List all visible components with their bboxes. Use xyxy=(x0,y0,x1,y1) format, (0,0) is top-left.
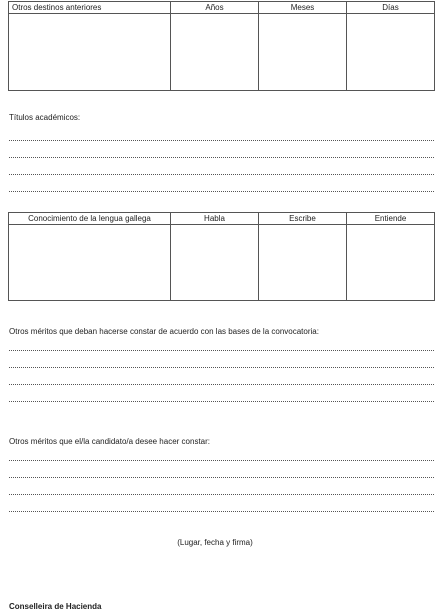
cell-understands[interactable] xyxy=(347,225,435,301)
academic-line-1[interactable] xyxy=(9,140,434,141)
cell-months[interactable] xyxy=(259,14,347,91)
academic-line-4[interactable] xyxy=(9,191,434,192)
previous-destinations-table xyxy=(8,1,435,91)
academic-titles-label: Títulos académicos: xyxy=(9,113,81,122)
merits-bases-line-4[interactable] xyxy=(9,401,434,402)
header-days: Días xyxy=(347,2,435,14)
header-speaks: Habla xyxy=(171,213,259,225)
merits-candidate-label: Otros méritos que el/la candidato/a desee hacer constar: xyxy=(9,437,210,446)
header-years: Años xyxy=(171,2,259,14)
table-row xyxy=(9,14,435,91)
merits-bases-line-1[interactable] xyxy=(9,350,434,351)
header-months: Meses xyxy=(259,2,347,14)
galician-language-table xyxy=(8,212,435,301)
academic-line-3[interactable] xyxy=(9,174,434,175)
header-galician-knowledge: Conocimiento de la lengua gallega xyxy=(9,213,171,225)
header-understands: Entiende xyxy=(347,213,435,225)
cell-previous-destinations[interactable] xyxy=(9,14,171,91)
merits-candidate-line-1[interactable] xyxy=(9,460,434,461)
cell-galician-knowledge[interactable] xyxy=(9,225,171,301)
table-header-row xyxy=(9,213,435,225)
merits-candidate-line-3[interactable] xyxy=(9,494,434,495)
table-row xyxy=(9,225,435,301)
header-previous-destinations: Otros destinos anteriores xyxy=(9,2,171,14)
merits-candidate-line-2[interactable] xyxy=(9,477,434,478)
merits-bases-label: Otros méritos que deban hacerse constar de acuerdo con las bases de la convocatoria: xyxy=(9,327,319,336)
table-header-row xyxy=(9,2,435,14)
merits-candidate-line-4[interactable] xyxy=(9,511,434,512)
cell-writes[interactable] xyxy=(259,225,347,301)
academic-line-2[interactable] xyxy=(9,157,434,158)
addressee-footer: Conselleira de Hacienda xyxy=(9,602,102,611)
merits-bases-line-2[interactable] xyxy=(9,367,434,368)
header-writes: Escribe xyxy=(259,213,347,225)
cell-days[interactable] xyxy=(347,14,435,91)
cell-years[interactable] xyxy=(171,14,259,91)
merits-bases-line-3[interactable] xyxy=(9,384,434,385)
cell-speaks[interactable] xyxy=(171,225,259,301)
place-date-signature: (Lugar, fecha y firma) xyxy=(177,538,253,547)
